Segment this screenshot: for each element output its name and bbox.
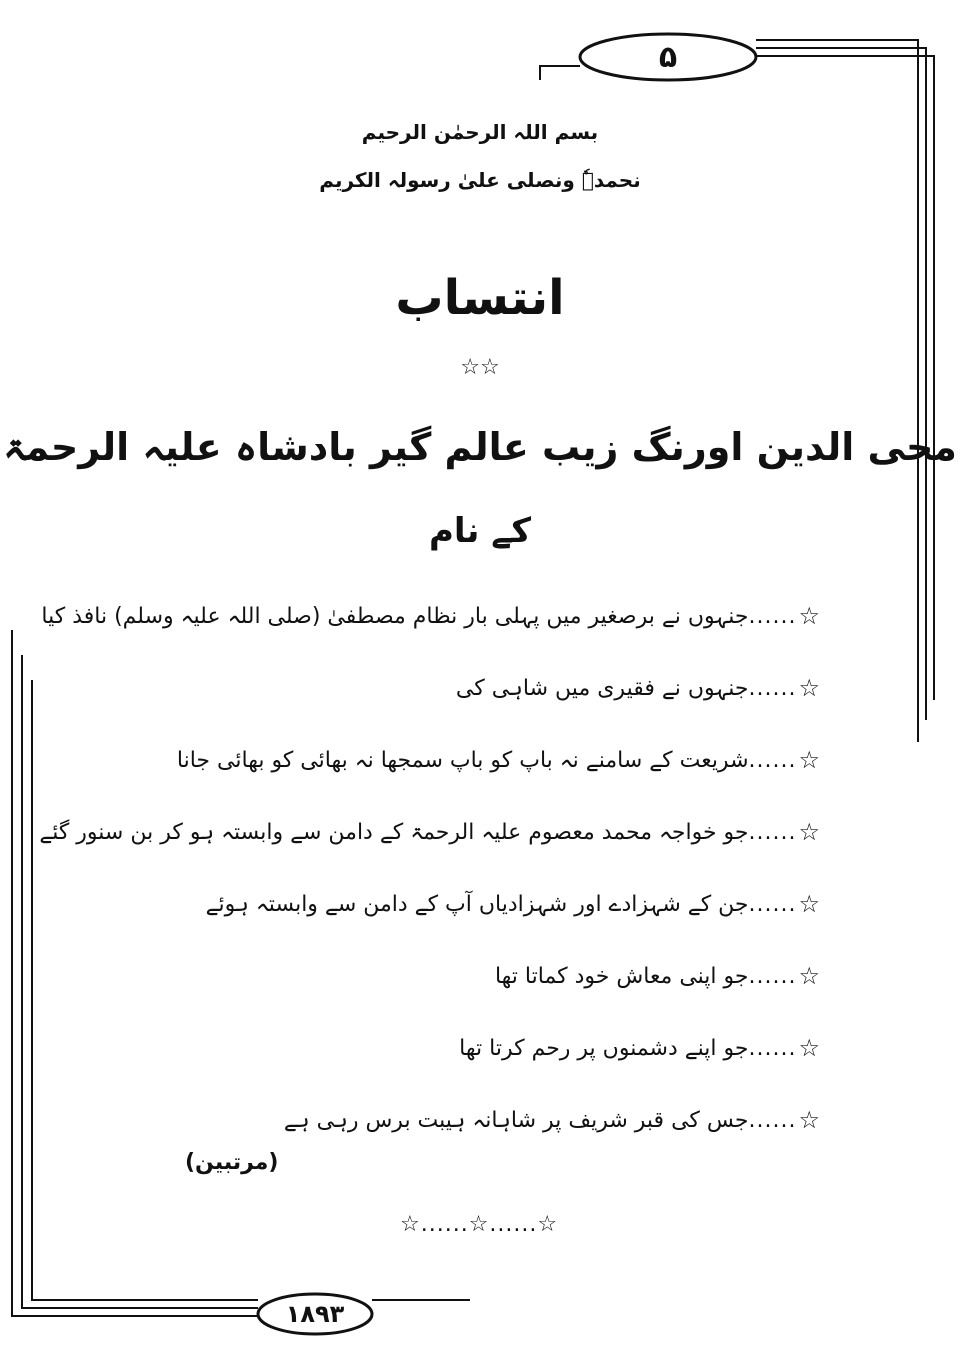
list-item [120, 1012, 820, 1084]
item-text: جس کی قبر شریف پر شاہانہ ہیبت برس رہی ہے [283, 1107, 749, 1133]
list-item [120, 1084, 820, 1156]
item-text: جن کے شہزادے اور شہزادیاں آپ کے دامن سے وابستہ ہوئے [205, 891, 749, 917]
star-icon: ☆ [798, 962, 820, 990]
star-icon: ☆ [798, 1106, 820, 1134]
item-text: شریعت کے سامنے نہ باپ کو باپ سمجھا نہ بھائی کو بھائی جانا [176, 747, 749, 773]
leader-dots: ...... [748, 963, 797, 989]
page-title: انتساب [395, 270, 565, 326]
leader-dots: ...... [748, 1035, 797, 1061]
item-text: جو خواجہ محمد معصوم علیہ الرحمۃ کے دامن سے وابستہ ہو کر بن سنور گئے [39, 819, 749, 845]
bismillah-heading: بسم اللہ الرحمٰن الرحیم [361, 120, 599, 144]
page-number: ۵ [658, 39, 678, 75]
list-item [39, 796, 820, 868]
item-text: جنہوں نے فقیری میں شاہی کی [455, 675, 749, 701]
list-item [120, 724, 820, 796]
dedicatee-name: محی الدین اورنگ زیب عالم گیر بادشاہ علیہ الرحمۃ [3, 425, 957, 469]
star-icon: ☆ [798, 674, 820, 702]
leader-dots: ...... [748, 891, 797, 917]
leader-dots: ...... [748, 675, 797, 701]
item-text: جنہوں نے برصغیر میں پہلی بار نظام مصطفیٰ (صلی اللہ علیہ وسلم) نافذ کیا [41, 603, 749, 629]
leader-dots: ...... [748, 603, 797, 629]
star-icon: ☆ [798, 890, 820, 918]
item-text: جو اپنی معاش خود کماتا تھا [494, 963, 749, 989]
ke-naam-line: کے نام [429, 511, 531, 551]
star-icon: ☆ [798, 1034, 820, 1062]
star-icon: ☆ [798, 746, 820, 774]
closing-stars: ☆......☆......☆ [400, 1212, 559, 1237]
list-item [120, 940, 820, 1012]
list-item [120, 868, 820, 940]
leader-dots: ...... [748, 747, 797, 773]
compilers-signature: (مرتبین) [185, 1150, 279, 1175]
divider-stars: ☆☆ [460, 355, 500, 380]
item-text: جو اپنے دشمنوں پر رحم کرتا تھا [459, 1035, 749, 1061]
dedication-list [39, 580, 820, 1156]
star-icon: ☆ [798, 818, 820, 846]
tahmid-line: نحمدہٗ ونصلی علیٰ رسولہ الکریم [319, 168, 641, 192]
leader-dots: ...... [748, 819, 797, 845]
list-item [41, 580, 820, 652]
list-item [120, 652, 820, 724]
star-icon: ☆ [798, 602, 820, 630]
year-label: ۱۸۹۳ [285, 1300, 345, 1328]
leader-dots: ...... [748, 1107, 797, 1133]
